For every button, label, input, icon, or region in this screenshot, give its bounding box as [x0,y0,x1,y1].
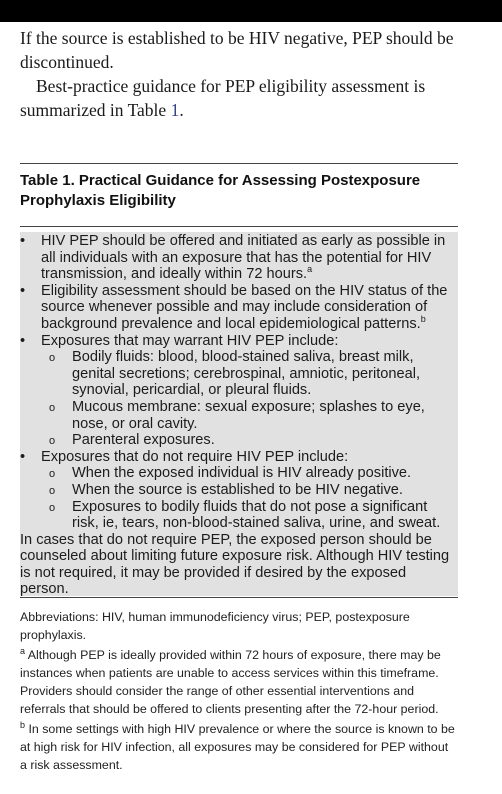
table-bullet-1 [20,233,458,283]
bullet-mark: • [20,332,26,349]
footnote-a-ref: a [307,264,313,275]
bullet-4-text: Exposures that do not require HIV PEP include: [41,448,349,465]
paragraph-2-text: Best-practice guidance for PEP eligibility assessment is summarized in Table [20,76,426,120]
body-paragraph-2 [20,74,460,122]
sub-bullet-mark: o [49,352,56,365]
table-sub-bullet [20,399,458,432]
footnote-b-mark: b [20,719,26,730]
table-sub-bullet [20,349,458,399]
table-title: Table 1. Practical Guidance for Assessing Postexposure Prophylaxis Eligibility [20,172,421,209]
sub-bullet-text: Exposures to bodily fluids that do not pose a significant risk, ie, tears, non-blood-stained saliva, urine, and sweat. [72,498,441,532]
table-top-rule [20,163,458,164]
sub-bullet-mark: o [49,484,56,497]
bullet-1-text: HIV PEP should be offered and initiated as early as possible in all individuals with an exposure that has the potential for HIV transmission, and ideally within 72 hours. [41,233,446,283]
footnote-a-text: Although PEP is ideally provided within 72 hours of exposure, there may be instances when patients are unable to access services within this timeframe. Providers should consider the range of other essential interventions and referrals that should be offered to clients presenting after the 72-hour period. [20,648,441,716]
table-footnotes [20,608,458,776]
sub-bullet-text: When the source is established to be HIV negative. [72,481,403,498]
table-sub-bullet [20,482,458,499]
footnote-b-text: In some settings with high HIV prevalence or where the source is known to be at high risk for HIV infection, all exposures may be considered for PEP without a risk assessment. [20,722,455,772]
sub-bullet-text: When the exposed individual is HIV already positive. [72,465,412,482]
footnote-b [20,720,458,774]
body-paragraph-1: If the source is established to be HIV negative, PEP should be discontinued. [20,28,454,72]
table-bullet-2 [20,283,458,333]
table-content [20,232,458,598]
sub-bullet-mark: o [49,401,56,414]
footnote-a-mark: a [20,645,26,656]
sub-bullet-mark: o [49,468,56,481]
abbreviations-note: Abbreviations: HIV, human immunodeficiency virus; PEP, postexposure prophylaxis. [20,610,410,642]
top-black-bar [0,0,502,22]
table-bottom-rule [20,597,458,598]
footnote-a [20,646,458,718]
bullet-2-text: Eligibility assessment should be based on the HIV status of the source whenever possible and may include consideration of background prevalence and local epidemiological patterns. [41,282,448,332]
bullet-mark: • [20,282,26,299]
table-sub-bullet [20,465,458,482]
table-sub-bullet [20,432,458,449]
bullet-mark: • [20,448,26,465]
table-closing-text: In cases that do not require PEP, the exposed person should be counseled about limiting future exposure risk. Although HIV testing is not required, it may be provided if desired by the exposed person. [20,531,450,598]
table-bullet-4 [20,449,458,466]
sub-bullet-text: Bodily fluids: blood, blood-stained saliva, breast milk, genital secretions; cerebrospinal, amniotic, peritoneal, synovial, pericardial, or pleural fluids. [72,349,421,399]
sub-bullet-mark: o [49,501,56,514]
paragraph-2-end: . [179,100,184,120]
bullet-3-text: Exposures that may warrant HIV PEP include: [41,332,339,349]
table-sub-bullet [20,499,458,532]
sub-bullet-mark: o [49,435,56,448]
table-header-rule [20,226,458,227]
table-bullet-3 [20,333,458,350]
sub-bullet-text: Parenteral exposures. [72,432,215,449]
bullet-mark: • [20,233,26,249]
footnote-b-ref: b [420,314,426,325]
sub-bullet-text: Mucous membrane: sexual exposure; splashes to eye, nose, or oral cavity. [72,398,425,432]
table-1-link[interactable]: 1 [170,100,180,120]
